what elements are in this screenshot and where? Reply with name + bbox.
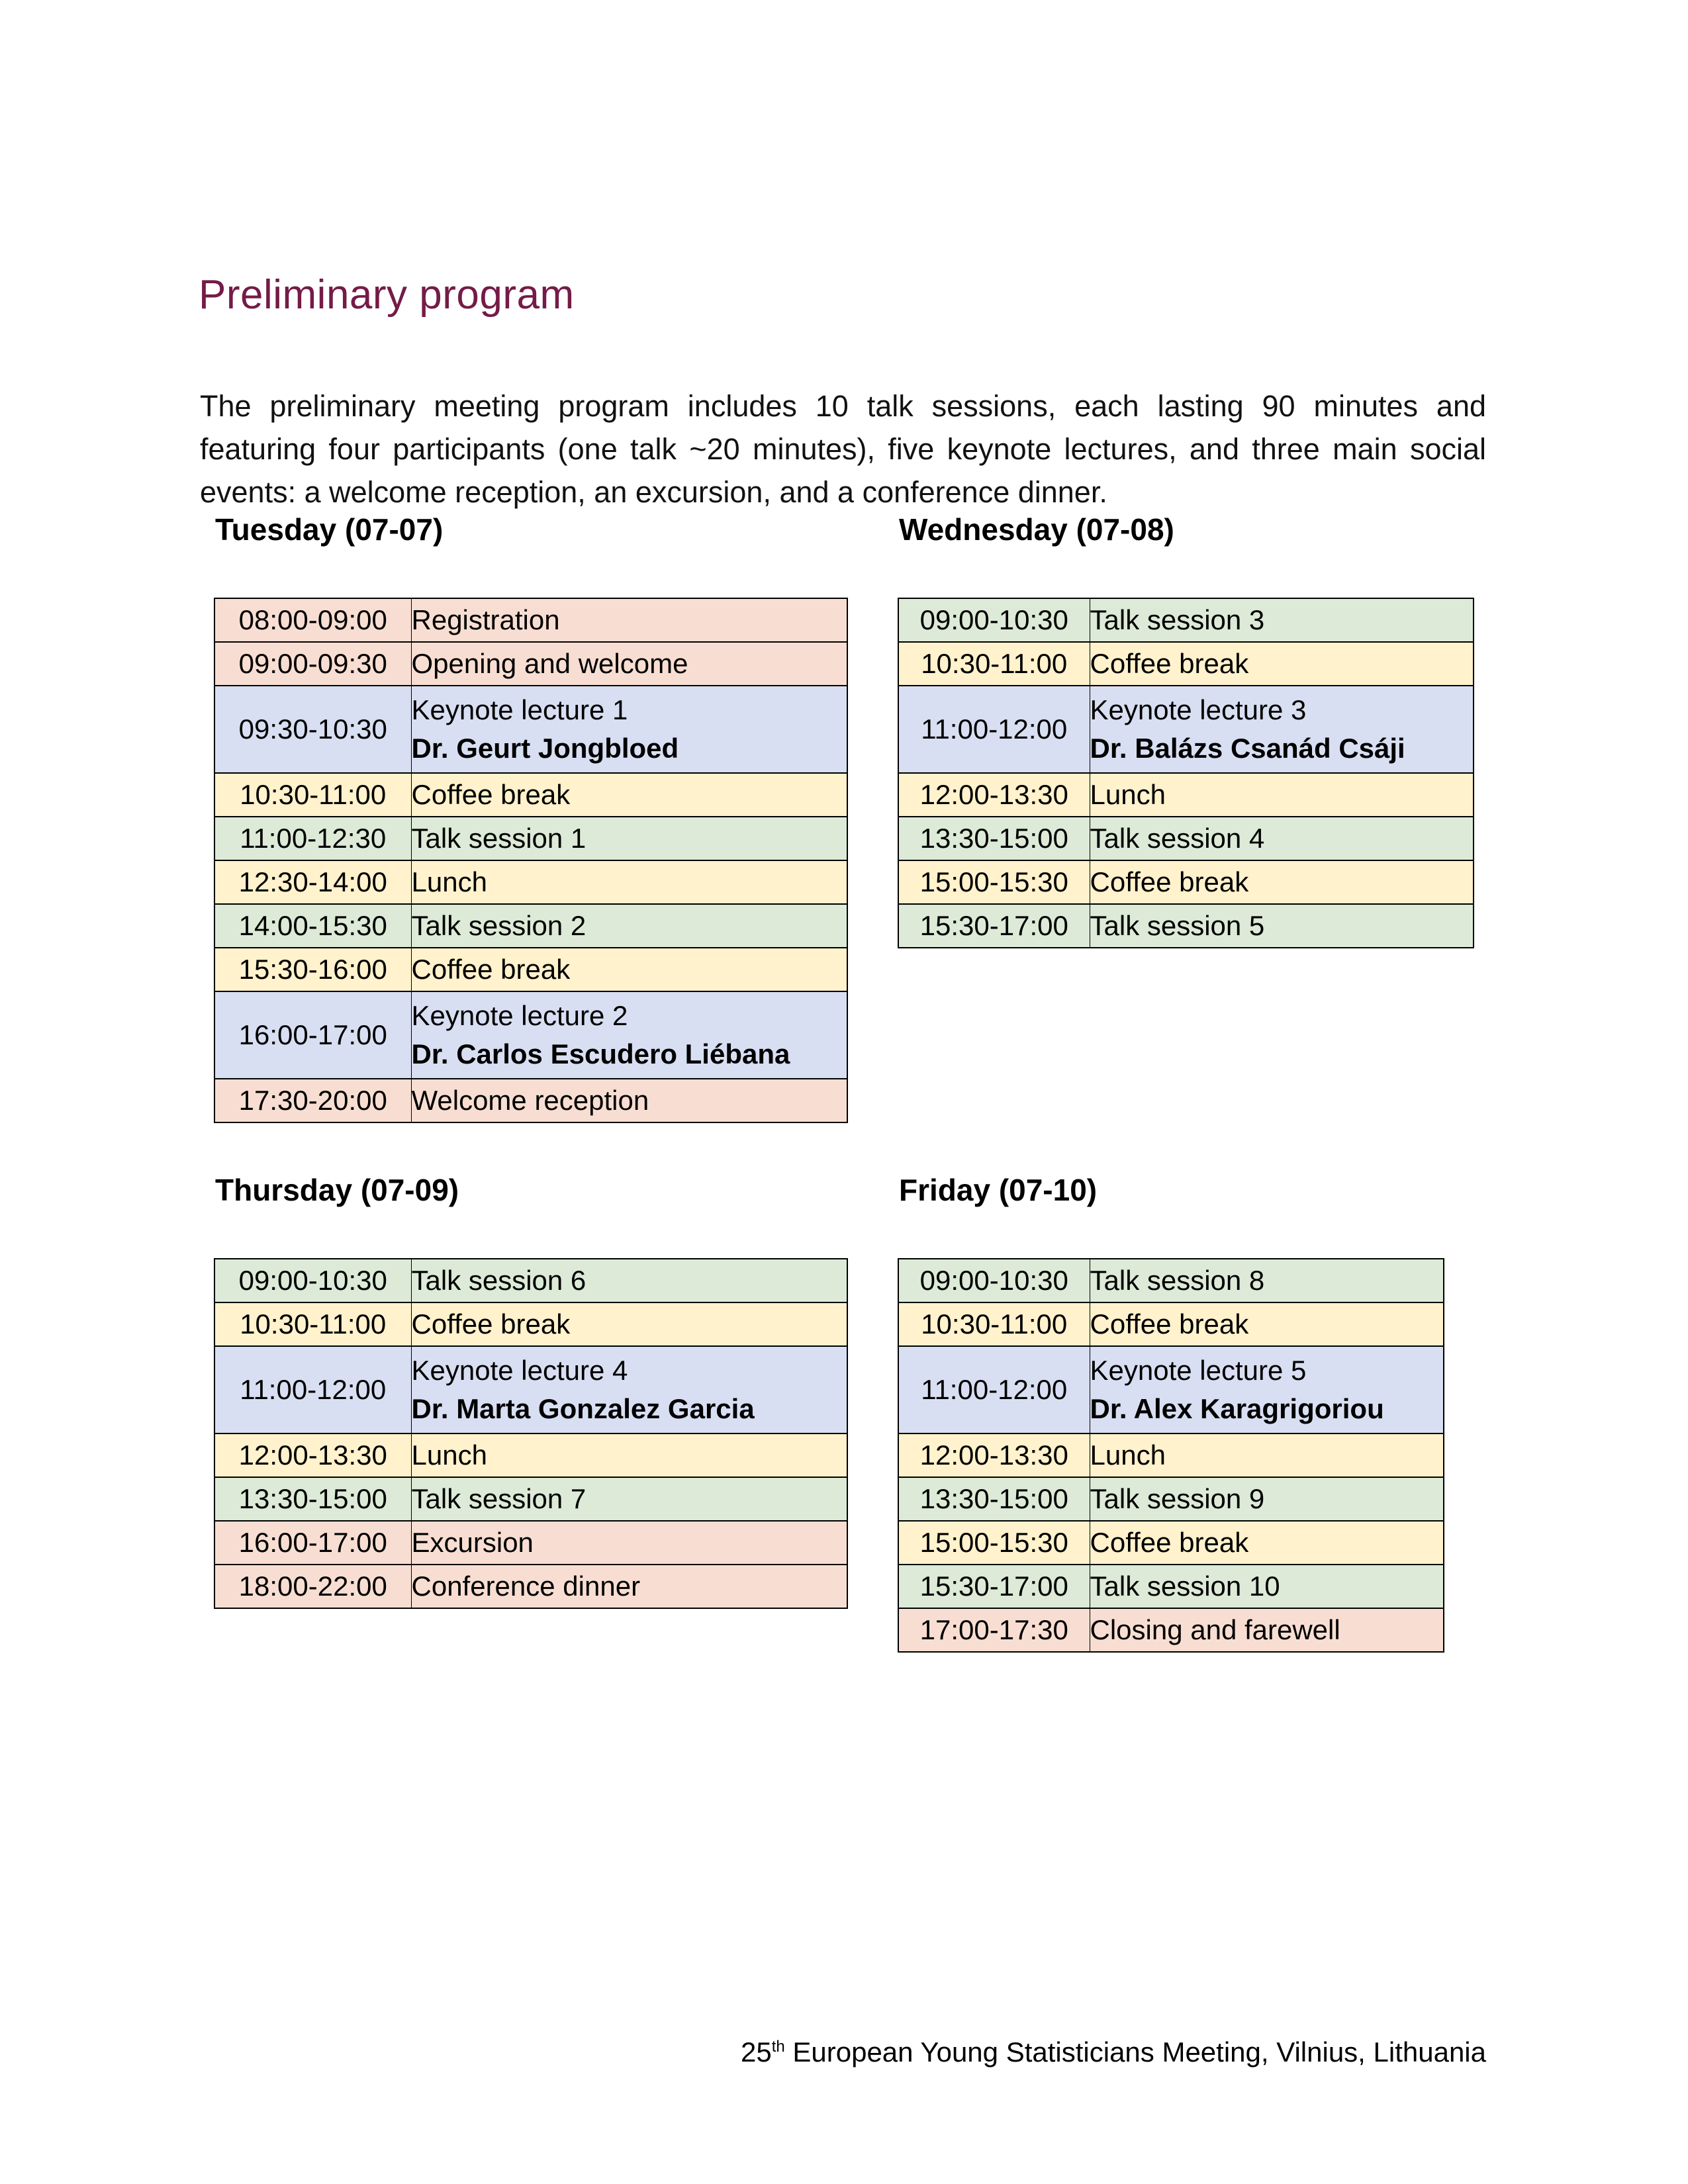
table-row xyxy=(898,1433,1444,1477)
time-cell: 09:00-10:30 xyxy=(898,1259,1090,1302)
event-cell xyxy=(1090,817,1474,860)
keynote-speaker: Dr. Marta Gonzalez Garcia xyxy=(411,1393,755,1424)
event-label: Coffee break xyxy=(411,779,571,810)
event-label: Coffee break xyxy=(1090,866,1249,897)
event-label: Registration xyxy=(411,604,560,635)
event-label: Coffee break xyxy=(411,954,571,985)
time-cell: 18:00-22:00 xyxy=(214,1565,411,1608)
day-heading-thursday: Thursday (07-09) xyxy=(215,1173,459,1207)
day-heading-tuesday: Tuesday (07-07) xyxy=(215,512,444,547)
event-label: Coffee break xyxy=(1090,648,1249,679)
event-cell xyxy=(1090,686,1474,773)
time-cell: 12:30-14:00 xyxy=(214,860,411,904)
time-cell: 11:00-12:00 xyxy=(898,1346,1090,1433)
event-label: Talk session 1 xyxy=(411,823,586,854)
intro-paragraph: The preliminary meeting program includes 10 talk sessions, each lasting 90 minutes and featuring four participants (one talk ~20 minutes), five keynote lectures, and three main social events: a welcome reception, an excursion, and a conference dinner. xyxy=(200,389,1486,509)
event-cell xyxy=(411,1521,847,1565)
table-row xyxy=(898,904,1474,948)
event-cell xyxy=(1090,1565,1444,1608)
table-row xyxy=(214,686,847,773)
table-row xyxy=(898,642,1474,686)
event-label: Talk session 2 xyxy=(411,910,586,941)
time-cell: 12:00-13:30 xyxy=(898,1433,1090,1477)
time-cell: 17:00-17:30 xyxy=(898,1608,1090,1652)
day-section-thursday xyxy=(214,1171,848,1609)
time-cell: 11:00-12:00 xyxy=(214,1346,411,1433)
table-row xyxy=(214,904,847,948)
event-label: Lunch xyxy=(1090,1439,1166,1471)
event-label: Talk session 5 xyxy=(1090,910,1265,941)
page-title: Preliminary program xyxy=(199,271,575,318)
table-row xyxy=(898,1608,1444,1652)
table-row xyxy=(898,1477,1444,1521)
time-cell: 09:00-09:30 xyxy=(214,642,411,686)
time-cell: 09:00-10:30 xyxy=(898,598,1090,642)
event-cell xyxy=(411,817,847,860)
time-cell: 16:00-17:00 xyxy=(214,1521,411,1565)
time-cell: 14:00-15:30 xyxy=(214,904,411,948)
time-cell: 11:00-12:30 xyxy=(214,817,411,860)
time-cell: 13:30-15:00 xyxy=(898,817,1090,860)
day-section-wednesday xyxy=(898,511,1474,948)
event-cell xyxy=(411,598,847,642)
event-cell xyxy=(1090,904,1474,948)
time-cell: 17:30-20:00 xyxy=(214,1079,411,1122)
footer-text: European Young Statisticians Meeting, Vilnius, Lithuania xyxy=(784,2036,1486,2068)
event-cell xyxy=(1090,860,1474,904)
event-cell xyxy=(1090,1521,1444,1565)
time-cell: 12:00-13:30 xyxy=(898,773,1090,817)
event-cell xyxy=(411,1433,847,1477)
event-cell xyxy=(411,686,847,773)
event-label: Talk session 4 xyxy=(1090,823,1265,854)
event-cell xyxy=(1090,642,1474,686)
event-label: Talk session 10 xyxy=(1090,1570,1280,1602)
keynote-speaker: Dr. Alex Karagrigoriou xyxy=(1090,1393,1384,1424)
time-cell: 15:30-17:00 xyxy=(898,904,1090,948)
table-row xyxy=(898,773,1474,817)
time-cell: 10:30-11:00 xyxy=(898,1302,1090,1346)
event-label: Coffee break xyxy=(411,1308,571,1340)
time-cell: 15:00-15:30 xyxy=(898,860,1090,904)
table-row xyxy=(214,1302,847,1346)
event-cell xyxy=(1090,1433,1444,1477)
keynote-speaker: Dr. Geurt Jongbloed xyxy=(411,733,679,764)
schedule-table-friday xyxy=(898,1258,1444,1653)
event-label: Talk session 9 xyxy=(1090,1483,1265,1514)
event-cell xyxy=(1090,598,1474,642)
event-label: Talk session 6 xyxy=(411,1265,586,1296)
event-label: Talk session 3 xyxy=(1090,604,1265,635)
event-label: Conference dinner xyxy=(411,1570,641,1602)
table-row xyxy=(214,642,847,686)
event-label: Lunch xyxy=(411,1439,487,1471)
schedule-table-thursday xyxy=(214,1258,848,1609)
event-label: Keynote lecture 2 xyxy=(411,1000,628,1031)
event-cell xyxy=(411,991,847,1079)
table-row xyxy=(214,1477,847,1521)
table-row xyxy=(898,860,1474,904)
event-cell xyxy=(1090,1346,1444,1433)
table-row xyxy=(214,1259,847,1302)
event-label: Keynote lecture 4 xyxy=(411,1355,628,1386)
time-cell: 10:30-11:00 xyxy=(214,1302,411,1346)
event-label: Lunch xyxy=(411,866,487,897)
time-cell: 15:00-15:30 xyxy=(898,1521,1090,1565)
table-row xyxy=(214,1521,847,1565)
event-label: Excursion xyxy=(411,1527,534,1558)
event-cell xyxy=(411,773,847,817)
event-cell xyxy=(411,860,847,904)
table-row xyxy=(214,598,847,642)
event-cell xyxy=(411,1477,847,1521)
event-cell xyxy=(1090,773,1474,817)
table-row xyxy=(898,1521,1444,1565)
time-cell: 15:30-16:00 xyxy=(214,948,411,991)
time-cell: 09:00-10:30 xyxy=(214,1259,411,1302)
footer-ordinal: th xyxy=(771,2038,785,2056)
table-row xyxy=(898,1565,1444,1608)
table-row xyxy=(214,817,847,860)
event-cell xyxy=(411,948,847,991)
time-cell: 08:00-09:00 xyxy=(214,598,411,642)
event-cell xyxy=(411,1079,847,1122)
table-row xyxy=(214,1565,847,1608)
event-cell xyxy=(411,642,847,686)
event-cell xyxy=(411,1259,847,1302)
time-cell: 11:00-12:00 xyxy=(898,686,1090,773)
event-cell xyxy=(411,1346,847,1433)
table-row xyxy=(214,773,847,817)
keynote-speaker: Dr. Balázs Csanád Csáji xyxy=(1090,733,1405,764)
event-cell xyxy=(1090,1302,1444,1346)
schedule-table-wednesday xyxy=(898,598,1474,948)
time-cell: 10:30-11:00 xyxy=(214,773,411,817)
table-row xyxy=(214,1079,847,1122)
event-cell xyxy=(1090,1259,1444,1302)
time-cell: 13:30-15:00 xyxy=(898,1477,1090,1521)
keynote-speaker: Dr. Carlos Escudero Liébana xyxy=(411,1038,790,1069)
event-label: Welcome reception xyxy=(411,1085,649,1116)
time-cell: 16:00-17:00 xyxy=(214,991,411,1079)
event-cell xyxy=(411,904,847,948)
table-row xyxy=(898,598,1474,642)
event-label: Coffee break xyxy=(1090,1308,1249,1340)
time-cell: 10:30-11:00 xyxy=(898,642,1090,686)
time-cell: 13:30-15:00 xyxy=(214,1477,411,1521)
event-label: Opening and welcome xyxy=(411,648,688,679)
table-row xyxy=(214,991,847,1079)
page-footer xyxy=(741,2036,1486,2069)
time-cell: 09:30-10:30 xyxy=(214,686,411,773)
time-cell: 15:30-17:00 xyxy=(898,1565,1090,1608)
event-cell xyxy=(1090,1477,1444,1521)
event-label: Lunch xyxy=(1090,779,1166,810)
event-label: Coffee break xyxy=(1090,1527,1249,1558)
table-row xyxy=(214,1346,847,1433)
event-label: Talk session 7 xyxy=(411,1483,586,1514)
event-label: Keynote lecture 1 xyxy=(411,694,628,725)
event-cell xyxy=(411,1565,847,1608)
event-label: Talk session 8 xyxy=(1090,1265,1265,1296)
event-label: Keynote lecture 3 xyxy=(1090,694,1307,725)
table-row xyxy=(214,1433,847,1477)
event-cell xyxy=(411,1302,847,1346)
event-label: Keynote lecture 5 xyxy=(1090,1355,1307,1386)
day-section-tuesday xyxy=(214,511,848,1123)
table-row xyxy=(898,817,1474,860)
day-section-friday xyxy=(898,1171,1444,1653)
table-row xyxy=(898,1259,1444,1302)
schedule-table-tuesday xyxy=(214,598,848,1123)
table-row xyxy=(898,1302,1444,1346)
footer-number: 25 xyxy=(740,2036,772,2068)
table-row xyxy=(214,860,847,904)
event-label: Closing and farewell xyxy=(1090,1614,1340,1645)
time-cell: 12:00-13:30 xyxy=(214,1433,411,1477)
table-row xyxy=(898,686,1474,773)
table-row xyxy=(214,948,847,991)
day-heading-friday: Friday (07-10) xyxy=(899,1173,1098,1207)
table-row xyxy=(898,1346,1444,1433)
event-cell xyxy=(1090,1608,1444,1652)
day-heading-wednesday: Wednesday (07-08) xyxy=(899,512,1174,547)
